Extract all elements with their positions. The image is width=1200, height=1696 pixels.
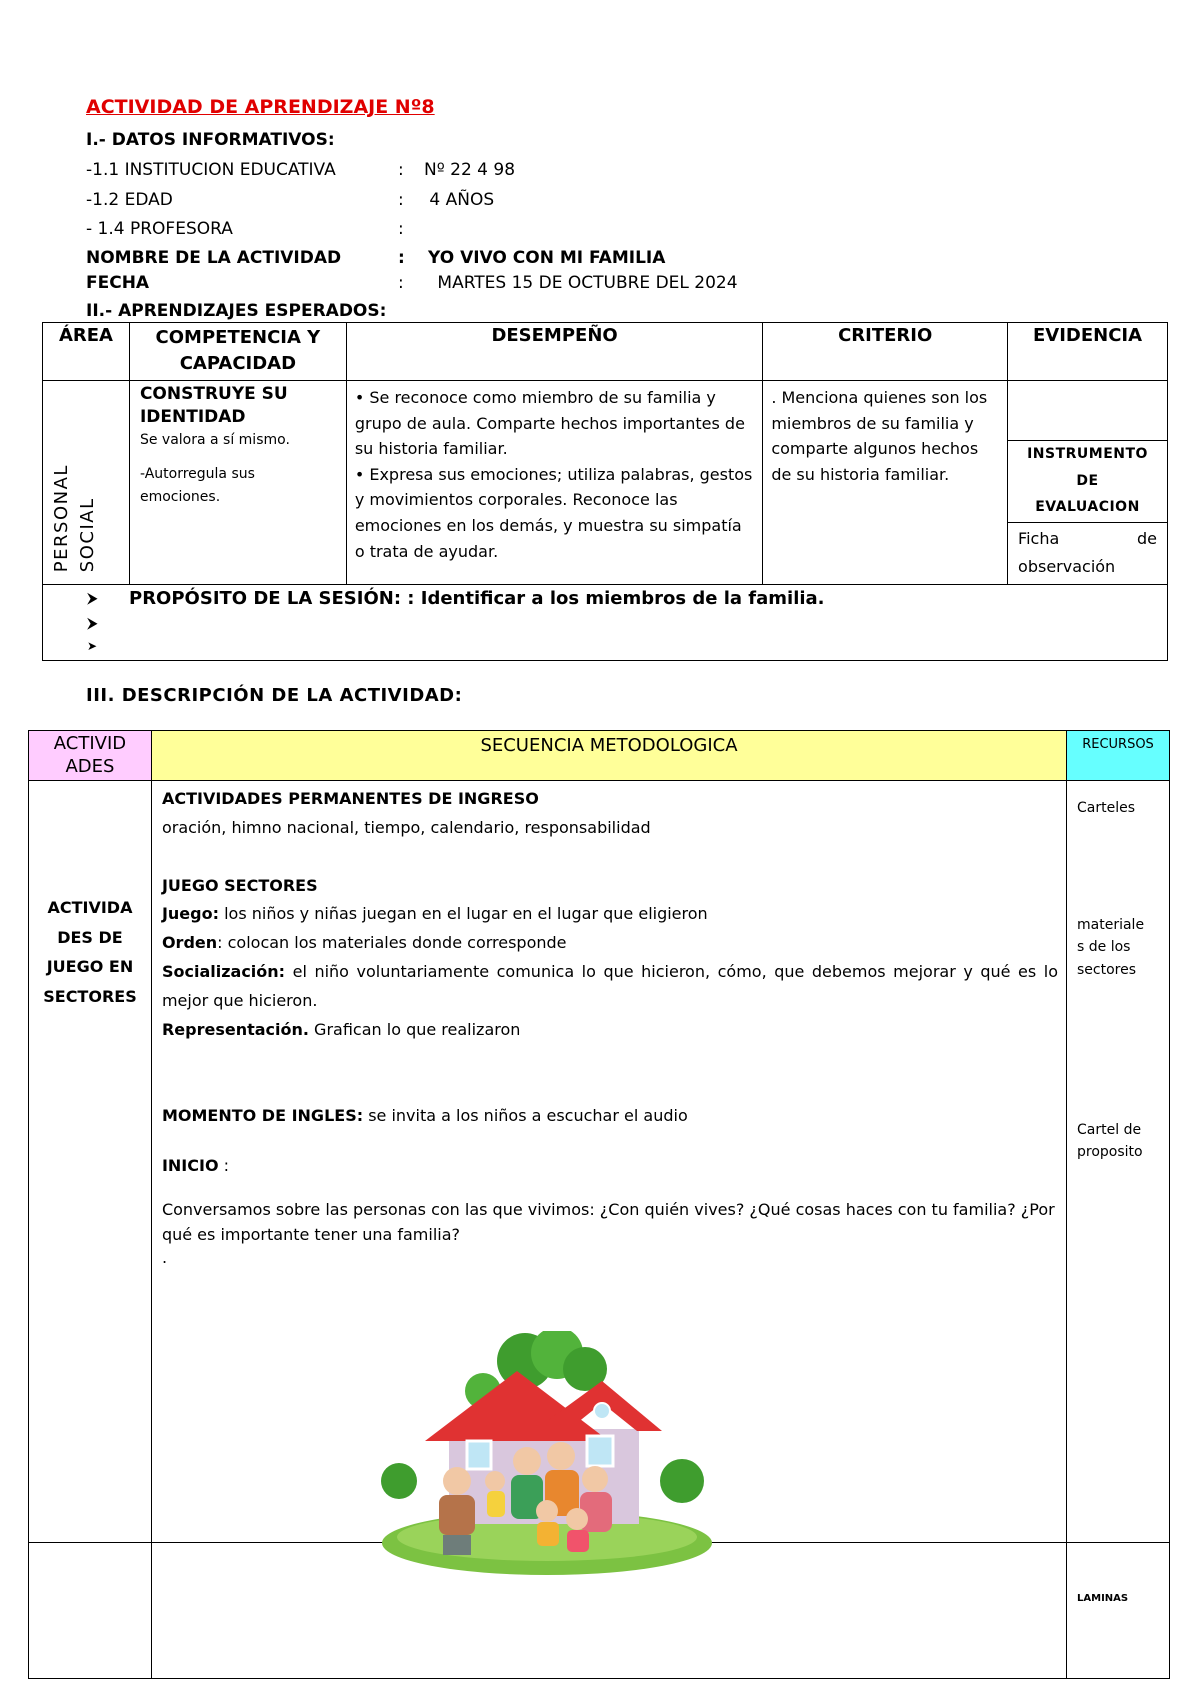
boy-head: [536, 1500, 558, 1522]
activity-title: ACTIVIDAD DE APRENDIZAJE Nº8: [86, 96, 435, 118]
recurso-laminas: LAMINAS: [1077, 1593, 1129, 1604]
actividad-line: ACTIVIDA: [47, 898, 133, 917]
ingles-label: MOMENTO DE INGLES:: [161, 1106, 364, 1126]
info-nombre-actividad: [86, 248, 665, 268]
permanentes-title: ACTIVIDADES PERMANENTES DE INGRESO: [161, 789, 539, 808]
info-sep: :: [398, 190, 404, 210]
area-line: PERSONAL: [51, 463, 72, 572]
grandpa-head: [443, 1467, 471, 1495]
socializacion-label: Socialización:: [161, 961, 286, 981]
juego-label: Juego:: [161, 904, 219, 924]
dot-text: .: [161, 1247, 168, 1267]
recurso-line: s de los: [1077, 939, 1131, 956]
info-fecha: [86, 273, 738, 293]
recurso-line: sectores: [1077, 961, 1137, 978]
representacion-text: Grafican lo que realizaron: [308, 1019, 521, 1039]
header-desempeno: DESEMPEÑO: [346, 323, 762, 381]
bush-shape: [381, 1463, 417, 1499]
inicio-line: [162, 1152, 1058, 1181]
capacidad-1: Se valora a sí mismo.: [139, 431, 290, 448]
instrumento-line: DE: [1076, 472, 1099, 489]
section-descripcion: III. DESCRIPCIÓN DE LA ACTIVIDAD:: [86, 685, 463, 706]
info-profesora: [86, 219, 424, 239]
header-criterio: CRITERIO: [763, 323, 1008, 381]
header-recursos: RECURSOS: [1067, 731, 1170, 781]
mother-head: [513, 1447, 541, 1475]
info-value: Nº 22 4 98: [424, 160, 516, 180]
info-sep: :: [398, 273, 404, 293]
info-label: -1.1 INSTITUCION EDUCATIVA: [86, 160, 336, 180]
header-line: ADES: [65, 755, 115, 777]
header-competencia: COMPETENCIA Y CAPACIDAD: [129, 323, 346, 381]
info-edad: [86, 190, 494, 210]
arrow-bullet-icon: ⮞: [87, 589, 98, 607]
father-head: [547, 1442, 575, 1470]
socializacion-text: el niño voluntariamente comunica lo que hicieron, cómo, que debemos mejorar y qué es lo mejor que hicieron.: [161, 961, 1059, 1010]
representacion-label: Representación.: [161, 1019, 309, 1039]
recurso-line: materiale: [1077, 917, 1145, 933]
proposito-text: PROPÓSITO DE LA SESIÓN: : Identificar a los miembros de la familia.: [129, 588, 825, 609]
orden-text: : colocan los materiales donde corresponde: [217, 933, 567, 953]
girl-head: [566, 1508, 588, 1530]
arrow-bullet-icon: ➤: [87, 639, 98, 653]
recurso-carteles: Carteles: [1077, 800, 1136, 816]
instrumento-line: EVALUACION: [1035, 499, 1140, 516]
recurso-line: Cartel de: [1077, 1122, 1142, 1138]
baby-head: [485, 1471, 505, 1491]
window-shape: [587, 1436, 613, 1466]
header-line: ACTIVID: [53, 733, 127, 754]
juego-text: los niños y niñas juegan en el lugar en el lugar que eligieron: [219, 904, 708, 924]
header-area: ÁREA: [43, 323, 130, 381]
desempeno-cell: [346, 381, 762, 585]
window-shape: [594, 1403, 610, 1419]
desempeno-1: • Se reconoce como miembro de su familia y grupo de aula. Comparte hechos importantes de su historia familiar.: [354, 388, 745, 459]
area-label: [49, 464, 101, 572]
orden-line: [162, 929, 1058, 958]
instrumento-value: Ficha de observación: [1008, 523, 1168, 585]
info-sep: :: [398, 160, 404, 180]
recursos-cell: [1067, 781, 1170, 1543]
header-evidencia: EVIDENCIA: [1008, 323, 1168, 381]
info-label: FECHA: [86, 273, 150, 293]
girl-body: [567, 1530, 589, 1552]
info-label: - 1.4 PROFESORA: [86, 219, 233, 239]
ingles-text: se invita a los niños a escuchar el audio: [363, 1106, 688, 1126]
info-value: MARTES 15 DE OCTUBRE DEL 2024: [432, 273, 738, 293]
info-value: YO VIVO CON MI FAMILIA: [428, 248, 666, 268]
capacidad-2: -Autorregula sus emociones.: [139, 465, 255, 506]
baby-body: [487, 1491, 505, 1517]
actividad-line: JUEGO EN: [46, 957, 134, 977]
juego-line: [162, 900, 1058, 929]
window-shape: [467, 1441, 491, 1469]
criterio-cell: [763, 381, 1008, 585]
area-cell: [43, 381, 130, 585]
info-sep: :: [398, 248, 405, 268]
recurso-materiales: [1077, 914, 1144, 981]
competencia-cell: [129, 381, 346, 585]
arrow-bullet-icon: ⮞: [87, 614, 98, 632]
grandpa-legs: [443, 1535, 471, 1555]
conversa-text: Conversamos sobre las personas con las que vivimos: ¿Con quién vives? ¿Qué cosas haces con tu familia? ¿Por qué es importante tener una familia?: [161, 1199, 1055, 1244]
header-secuencia: SECUENCIA METODOLOGICA: [151, 731, 1066, 781]
aprendizajes-table: [42, 322, 1168, 661]
representacion-line: [162, 1016, 1058, 1045]
competencia-title: CONSTRUYE SU IDENTIDAD: [139, 384, 288, 427]
info-label: NOMBRE DE LA ACTIVIDAD: [86, 248, 342, 268]
instrumento-label: [1008, 441, 1168, 523]
secuencia-table: [28, 730, 1170, 1679]
actividad-line: SECTORES: [43, 986, 137, 1006]
ingles-line: [162, 1102, 1058, 1131]
socializacion-line: [162, 958, 1058, 1016]
section-aprendizajes: II.- APRENDIZAJES ESPERADOS:: [86, 301, 387, 321]
bush-shape: [660, 1459, 704, 1503]
info-value: 4 AÑOS: [424, 190, 495, 210]
boy-body: [537, 1522, 559, 1546]
instrumento-line: INSTRUMENTO: [1027, 446, 1148, 462]
area-line: SOCIAL: [77, 497, 99, 572]
secuencia-cell: [151, 781, 1066, 1543]
recurso-line: proposito: [1077, 1144, 1143, 1161]
recursos-laminas-cell: [1067, 1543, 1170, 1679]
info-label: -1.2 EDAD: [86, 190, 173, 210]
inicio-label: INICIO: [161, 1156, 219, 1176]
info-institucion: [86, 160, 515, 180]
permanentes-text: oración, himno nacional, tiempo, calendario, responsabilidad: [161, 817, 651, 837]
empty-cell: [29, 1543, 152, 1679]
actividad-name-cell: [29, 781, 152, 1543]
header-actividades: [29, 731, 152, 781]
desempeno-2: • Expresa sus emociones; utiliza palabras, gestos y movimientos corporales. Reconoce las emociones en los demás, y muestra su simpatía o trata de ayudar.: [354, 464, 753, 561]
actividad-line: DES DE: [57, 927, 123, 947]
info-sep: :: [398, 219, 404, 239]
inicio-text: :: [218, 1156, 230, 1176]
evidencia-cell: [1008, 381, 1168, 441]
recurso-cartel-proposito: [1077, 1119, 1143, 1164]
grandma-head: [582, 1466, 608, 1492]
criterio-text: . Menciona quienes son los miembros de su familia y comparte algunos hechos de su historia familiar.: [771, 388, 988, 484]
grandpa-body: [439, 1495, 475, 1535]
family-house-illustration: [377, 1331, 717, 1576]
proposito-row: [43, 585, 1168, 661]
section-datos-informativos: I.- DATOS INFORMATIVOS:: [86, 130, 335, 150]
juego-title: JUEGO SECTORES: [161, 875, 318, 895]
orden-label: Orden: [161, 933, 218, 953]
